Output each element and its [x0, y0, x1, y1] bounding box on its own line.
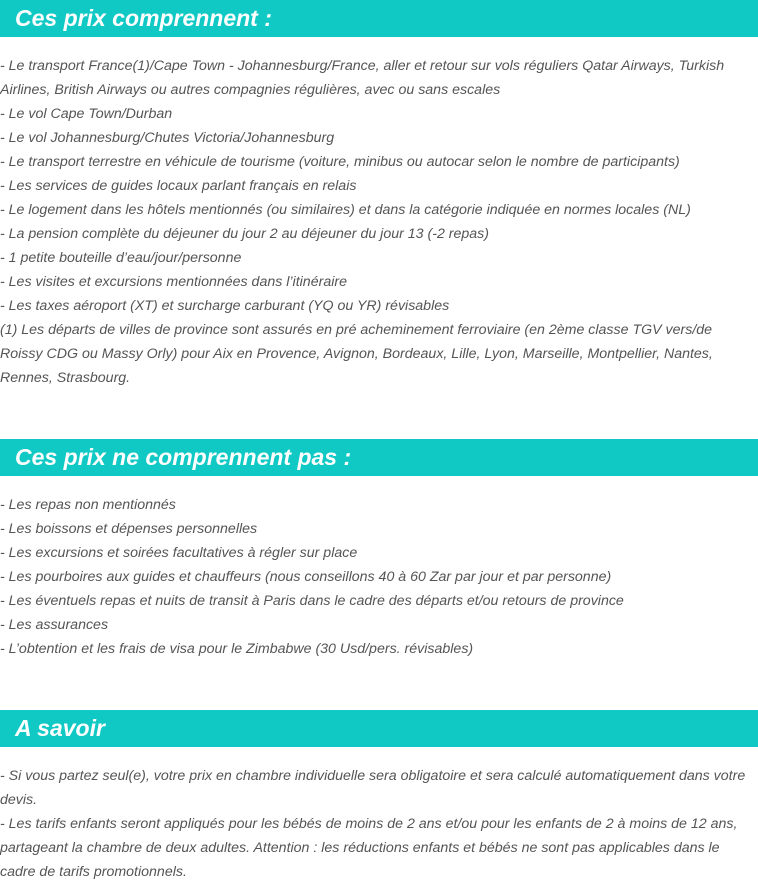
list-item: - Le vol Johannesburg/Chutes Victoria/Johannesburg: [0, 130, 335, 146]
list-item: - Les services de guides locaux parlant français en relais: [0, 178, 357, 194]
list-item: - Les excursions et soirées facultatives à régler sur place: [0, 545, 358, 561]
section-title-included: Ces prix comprennent :: [0, 0, 758, 37]
not-included-list: [0, 493, 756, 661]
list-item: - Les boissons et dépenses personnelles: [0, 521, 258, 537]
list-item: - Le vol Cape Town/Durban: [0, 106, 173, 122]
list-item: - Les repas non mentionnés: [0, 497, 176, 513]
list-item: - Les visites et excursions mentionnées dans l’itinéraire: [0, 274, 347, 290]
list-item: - 1 petite bouteille d’eau/jour/personne: [0, 250, 242, 266]
a-savoir-list: [0, 764, 756, 884]
list-item: - Les éventuels repas et nuits de transit à Paris dans le cadre des départs et/ou retours de province: [0, 593, 624, 609]
list-item: - Les tarifs enfants seront appliqués pour les bébés de moins de 2 ans et/ou pour les enfants de 2 à moins de 12 ans, partageant la chambre de deux adultes. Attention : les réductions enfants et bébés ne sont pas applicables dans le cadre de tarifs promotionnels.: [0, 816, 738, 880]
list-item: - Si vous partez seul(e), votre prix en chambre individuelle sera obligatoire et sera calculé automatiquement dans votre devis.: [0, 768, 746, 808]
list-item: - La pension complète du déjeuner du jour 2 au déjeuner du jour 13 (-2 repas): [0, 226, 489, 242]
list-item: - Le logement dans les hôtels mentionnés (ou similaires) et dans la catégorie indiquée en normes locales (NL): [0, 202, 691, 218]
footnote: (1) Les départs de villes de province sont assurés en pré acheminement ferroviaire (en 2ème classe TGV vers/de Roissy CDG ou Massy Orly) pour Aix en Provence, Avignon, Bordeaux, Lille, Lyon, Marseille, Montpellier, Nantes, Rennes, Strasbourg.: [0, 322, 713, 386]
list-item: - L’obtention et les frais de visa pour le Zimbabwe (30 Usd/pers. révisables): [0, 641, 474, 657]
list-item: - Les assurances: [0, 617, 109, 633]
list-item: - Le transport terrestre en véhicule de tourisme (voiture, minibus ou autocar selon le nombre de participants): [0, 154, 680, 170]
list-item: - Les pourboires aux guides et chauffeurs (nous conseillons 40 à 60 Zar par jour et par personne): [0, 569, 612, 585]
included-list: [0, 54, 756, 390]
section-title-a-savoir: A savoir: [0, 710, 758, 747]
list-item: - Les taxes aéroport (XT) et surcharge carburant (YQ ou YR) révisables: [0, 298, 450, 314]
list-item: - Le transport France(1)/Cape Town - Johannesburg/France, aller et retour sur vols réguliers Qatar Airways, Turkish Airlines, British Airways ou autres compagnies régulières, avec ou sans escales: [0, 58, 725, 98]
section-title-not-included: Ces prix ne comprennent pas :: [0, 439, 758, 476]
